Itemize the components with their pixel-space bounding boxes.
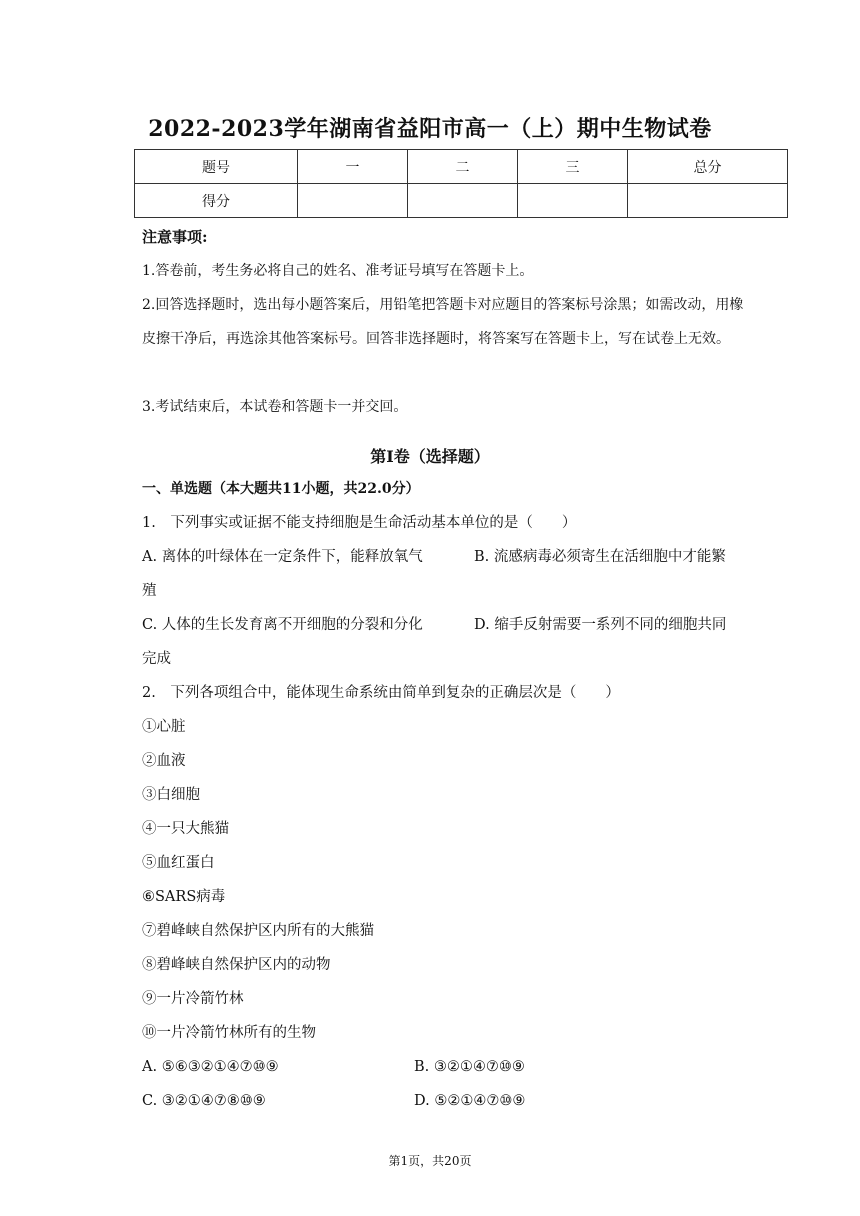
page-title: 2022-2023学年湖南省益阳市高一（上）期中生物试卷	[148, 116, 712, 142]
score-header-cell: 题号	[135, 150, 298, 184]
question-2-option-b: B. ③②①④⑦⑩⑨	[414, 1059, 525, 1075]
notice-title: 注意事项:	[142, 228, 208, 246]
part-title: 第I卷（选择题）	[370, 447, 490, 466]
question-2-item: ④一只大熊猫	[142, 821, 229, 837]
score-header-cell: 总分	[628, 150, 788, 184]
score-header-cell: 一	[298, 150, 408, 184]
score-header-cell: 三	[518, 150, 628, 184]
question-1-option-d: D. 缩手反射需要一系列不同的细胞共同	[474, 617, 727, 633]
question-1-stem: 1. 下列事实或证据不能支持细胞是生命活动基本单位的是（ ）	[142, 515, 577, 531]
page-footer: 第1页，共20页	[388, 1154, 472, 1168]
score-cell	[408, 184, 518, 218]
section-title: 一、单选题（本大题共11小题，共22.0分）	[142, 481, 420, 497]
question-2-item: ①心脏	[142, 719, 186, 735]
question-1-option-a: A. 离体的叶绿体在一定条件下，能释放氧气	[142, 549, 423, 565]
question-2-item: ③白细胞	[142, 787, 200, 803]
score-table	[134, 149, 788, 218]
question-2-item: ⑦碧峰峡自然保护区内所有的大熊猫	[142, 923, 374, 939]
question-2-item: ⑤血红蛋白	[142, 855, 215, 871]
score-table-header-row	[135, 150, 788, 184]
question-2-stem: 2. 下列各项组合中，能体现生命系统由简单到复杂的正确层次是（ ）	[142, 685, 620, 701]
score-cell	[628, 184, 788, 218]
score-cell	[518, 184, 628, 218]
question-2-item: ⑩一片冷箭竹林所有的生物	[142, 1025, 316, 1041]
question-1-option-d-continued: 完成	[142, 651, 171, 667]
notice-item: 1.答卷前，考生务必将自己的姓名、准考证号填写在答题卡上。	[142, 263, 534, 279]
question-2-item: ②血液	[142, 753, 186, 769]
question-2-option-a: A. ⑤⑥③②①④⑦⑩⑨	[142, 1059, 279, 1075]
question-1-option-b: B. 流感病毒必须寄生在活细胞中才能繁	[474, 549, 726, 565]
question-1-option-c: C. 人体的生长发育离不开细胞的分裂和分化	[142, 617, 423, 633]
notice-item: 2.回答选择题时，选出每小题答案后，用铅笔把答题卡对应题目的答案标号涂黑；如需改动，用橡皮擦干净后，再选涂其他答案标号。回答非选择题时，将答案写在答题卡上，写在试卷上无效。	[142, 297, 744, 347]
score-cell	[298, 184, 408, 218]
question-2-item: ⑥SARS病毒	[142, 889, 226, 905]
score-header-cell: 二	[408, 150, 518, 184]
question-2-option-c: C. ③②①④⑦⑧⑩⑨	[142, 1093, 266, 1109]
notice-item: 3.考试结束后，本试卷和答题卡一并交回。	[142, 399, 408, 415]
question-1-option-b-continued: 殖	[142, 583, 157, 599]
question-2-item: ⑨一片冷箭竹林	[142, 991, 244, 1007]
score-row-label: 得分	[135, 184, 298, 218]
question-2-item: ⑧碧峰峡自然保护区内的动物	[142, 957, 331, 973]
question-2-option-d: D. ⑤②①④⑦⑩⑨	[414, 1093, 526, 1109]
score-table-score-row	[135, 184, 788, 218]
